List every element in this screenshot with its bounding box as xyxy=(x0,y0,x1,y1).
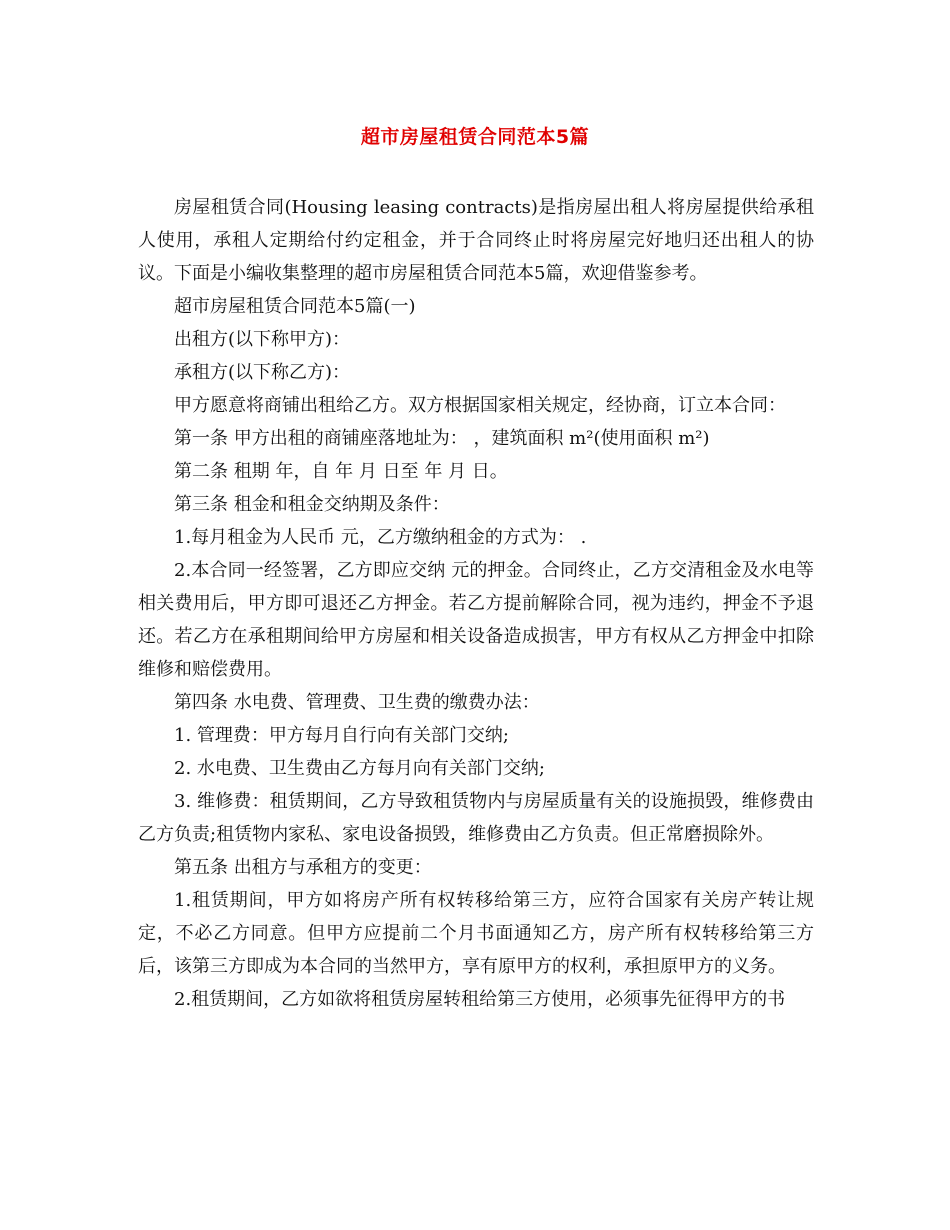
paragraph-agreement: 甲方愿意将商铺出租给乙方。双方根据国家相关规定，经协商，订立本合同： xyxy=(174,395,786,416)
paragraph-intro: 房屋租赁合同(Housing leasing contracts)是指房屋出租人将房屋提供给承租人使用，承租人定期给付约定租金，并于合同终止时将房屋完好地归还出租人的协议。下面是小编收集整理的超市房屋租赁合同范本5篇，欢迎借鉴参考。 xyxy=(138,197,814,284)
paragraph-article-4-item-1: 1. 管理费：甲方每月自行向有关部门交纳; xyxy=(174,725,509,746)
document-body xyxy=(138,191,814,1016)
document-title: 超市房屋租赁合同范本5篇 xyxy=(360,126,590,148)
paragraph-lessor: 出租方(以下称甲方)： xyxy=(174,329,351,350)
paragraph-article-5: 第五条 出租方与承租方的变更： xyxy=(174,857,432,878)
paragraph-article-1: 第一条 甲方出租的商铺座落地址为： ，建筑面积 m²(使用面积 m²) xyxy=(174,428,710,449)
paragraph-lessee: 承租方(以下称乙方)： xyxy=(174,362,351,383)
paragraph-article-3-item-1: 1.每月租金为人民币 元，乙方缴纳租金的方式为： . xyxy=(174,527,587,548)
paragraph-article-3-item-2: 2.本合同一经签署，乙方即应交纳 元的押金。合同终止，乙方交清租金及水电等相关费用后，甲方即可退还乙方押金。若乙方提前解除合同，视为违约，押金不予退还。若乙方在承租期间给甲方房屋和相关设备造成损害，甲方有权从乙方押金中扣除维修和赔偿费用。 xyxy=(138,560,814,680)
paragraph-article-4-item-2: 2. 水电费、卫生费由乙方每月向有关部门交纳; xyxy=(174,758,545,779)
paragraph-article-5-item-2: 2.租赁期间，乙方如欲将租赁房屋转租给第三方使用，必须事先征得甲方的书 xyxy=(174,989,786,1010)
paragraph-article-4: 第四条 水电费、管理费、卫生费的缴费办法： xyxy=(174,692,540,713)
paragraph-section-heading: 超市房屋租赁合同范本5篇(一) xyxy=(174,296,416,317)
paragraph-article-2: 第二条 租期 年，自 年 月 日至 年 月 日。 xyxy=(174,461,508,482)
paragraph-article-4-item-3: 3. 维修费：租赁期间，乙方导致租赁物内与房屋质量有关的设施损毁，维修费由乙方负责;租赁物内家私、家电设备损毁，维修费由乙方负责。但正常磨损除外。 xyxy=(138,791,814,845)
paragraph-article-3: 第三条 租金和租金交纳期及条件： xyxy=(174,494,450,515)
paragraph-article-5-item-1: 1.租赁期间，甲方如将房产所有权转移给第三方，应符合国家有关房产转让规定，不必乙方同意。但甲方应提前二个月书面通知乙方，房产所有权转移给第三方后，该第三方即成为本合同的当然甲方，享有原甲方的权利，承担原甲方的义务。 xyxy=(138,890,814,977)
